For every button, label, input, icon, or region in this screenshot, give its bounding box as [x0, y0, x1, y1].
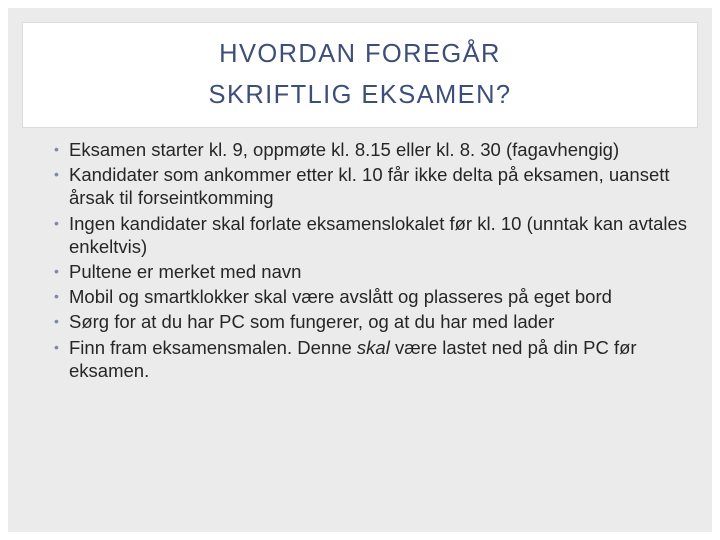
bullet-icon: • [54, 214, 59, 231]
title-box [22, 22, 698, 128]
bullet-icon: • [54, 263, 59, 280]
slide-title: HVORDAN FOREGÅR SKRIFTLIG EKSAMEN? [208, 40, 512, 109]
list-item [54, 212, 694, 258]
list-item [54, 310, 694, 333]
slide [8, 8, 712, 532]
bullet-icon: • [54, 288, 59, 305]
bullet-text: Mobil og smartklokker skal være avslått og plasseres på eget bord [69, 286, 612, 308]
list-item [54, 336, 694, 382]
bullet-text: Eksamen starter kl. 9, oppmøte kl. 8.15 eller kl. 8. 30 (fagavhengig) [69, 139, 620, 160]
bullet-icon: • [54, 313, 59, 330]
bullet-list [54, 138, 694, 384]
list-item [54, 260, 694, 283]
bullet-text-before: Finn fram eksamensmalen. Denne [69, 336, 357, 358]
list-item [54, 138, 694, 161]
bullet-icon: • [54, 141, 59, 157]
bullet-text: Kandidater som ankommer etter kl. 10 får ikke delta på eksamen, uansett årsak til forseintkomming [69, 164, 670, 209]
list-item [54, 163, 694, 209]
bullet-icon: • [54, 166, 59, 183]
bullet-text-emphasis: skal [356, 336, 390, 358]
bullet-text-after: være lastet ned på din PC før eksamen. [69, 336, 637, 381]
bullet-icon: • [54, 338, 59, 355]
list-item [54, 285, 694, 308]
bullet-text: Pultene er merket med navn [69, 261, 302, 283]
bullet-text: Ingen kandidater skal forlate eksamenslokalet før kl. 10 (unntak kan avtales enkeltvis) [69, 212, 688, 257]
bullet-text: Sørg for at du har PC som fungerer, og at du har med lader [69, 311, 555, 333]
